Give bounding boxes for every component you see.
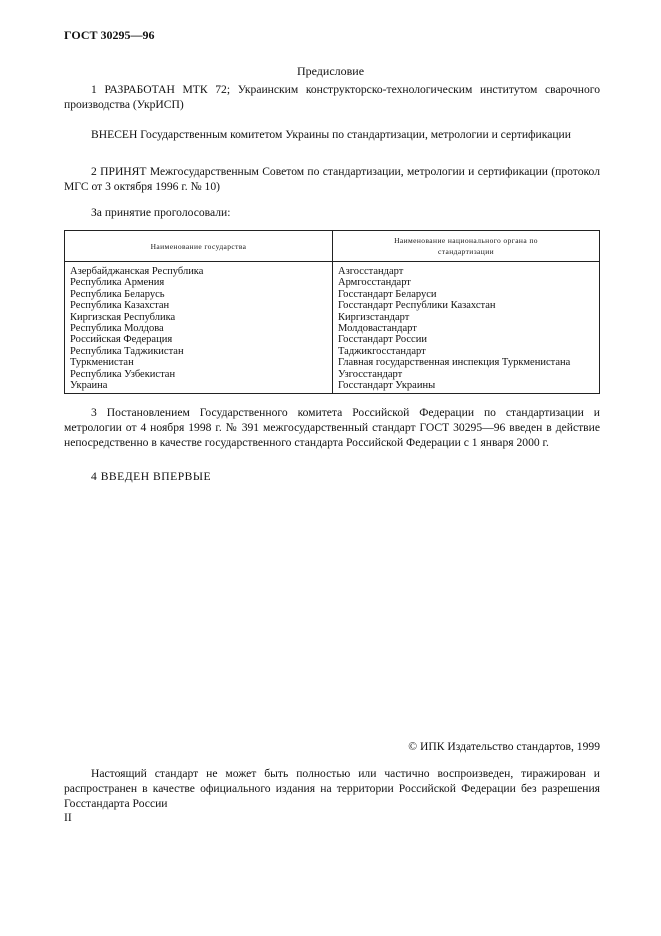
table-row (65, 369, 600, 380)
column-header-national-body-text: Наименование национального органа по стандартизации (394, 236, 538, 256)
paragraph-first-introduced: 4 ВВЕДЕН ВПЕРВЫЕ (91, 470, 212, 483)
table-cell-body: Молдовастандарт (333, 323, 600, 334)
paragraph-voted: За принятие проголосовали: (91, 206, 231, 219)
paragraph-introduced: ВНЕСЕН Государственным комитетом Украины по стандартизации, метрологии и сертификации (91, 128, 571, 141)
page-number: II (64, 811, 72, 824)
table-cell-state: Российская Федерация (65, 334, 333, 345)
table-row (65, 289, 600, 300)
paragraph-adopted: 2 ПРИНЯТ Межгосударственным Советом по стандартизации, метрологии и сертификации (протокол МГС от 3 октября 1996 г. № 10) (64, 165, 600, 193)
table-row (65, 277, 600, 288)
table-row (65, 300, 600, 311)
paragraph-developed: 1 РАЗРАБОТАН МТК 72; Украинским конструкторско-технологическим институтом сварочного производства (УкрИСП) (64, 83, 600, 111)
table-cell-state: Республика Армения (65, 277, 333, 288)
table-cell-state: Туркменистан (65, 357, 333, 368)
table-row (65, 346, 600, 357)
table-cell-state: Киргизская Республика (65, 312, 333, 323)
table-cell-state: Республика Таджикистан (65, 346, 333, 357)
table-cell-state: Республика Молдова (65, 323, 333, 334)
table-cell-body: Госстандарт Беларуси (333, 289, 600, 300)
table-cell-state: Республика Казахстан (65, 300, 333, 311)
table-row (65, 357, 600, 368)
copyright-line: © ИПК Издательство стандартов, 1999 (408, 740, 600, 753)
table-cell-body: Армгосстандарт (333, 277, 600, 288)
column-header-national-body (333, 231, 600, 262)
table-cell-body: Госстандарт Украины (333, 380, 600, 394)
table-cell-body: Госстандарт России (333, 334, 600, 345)
table-cell-body: Азгосстандарт (333, 262, 600, 278)
table-row (65, 312, 600, 323)
reproduction-notice: Настоящий стандарт не может быть полностью или частично воспроизведен, тиражирован и распространен в качестве официального издания на территории Российской Федерации без разрешения Госстандарта России (64, 767, 600, 810)
section-title: Предисловие (296, 64, 365, 78)
voting-states-table (64, 230, 600, 394)
table-row (65, 262, 600, 278)
column-header-state: Наименование государства (65, 231, 333, 262)
table-cell-state: Республика Узбекистан (65, 369, 333, 380)
table-header-row (65, 231, 600, 262)
table-cell-body: Таджикгосстандарт (333, 346, 600, 357)
table-cell-body: Киргизстандарт (333, 312, 600, 323)
table-row (65, 380, 600, 394)
table-cell-body: Узгосстандарт (333, 369, 600, 380)
table-cell-state: Азербайджанская Республика (65, 262, 333, 278)
table-cell-body: Главная государственная инспекция Туркменистана (333, 357, 600, 368)
table-cell-state: Украина (65, 380, 333, 394)
table-row (65, 323, 600, 334)
table-cell-state: Республика Беларусь (65, 289, 333, 300)
document-code-header: ГОСТ 30295—96 (64, 28, 155, 42)
table-cell-body: Госстандарт Республики Казахстан (333, 300, 600, 311)
table-row (65, 334, 600, 345)
paragraph-resolution: 3 Постановлением Государственного комитета Российской Федерации по стандартизации и метрологии от 4 ноября 1998 г. № 391 межгосударственный стандарт ГОСТ 30295—96 введен в действие непосредственно в качестве государственного стандарта Российской Федерации с 1 января 2000 г. (64, 406, 600, 449)
